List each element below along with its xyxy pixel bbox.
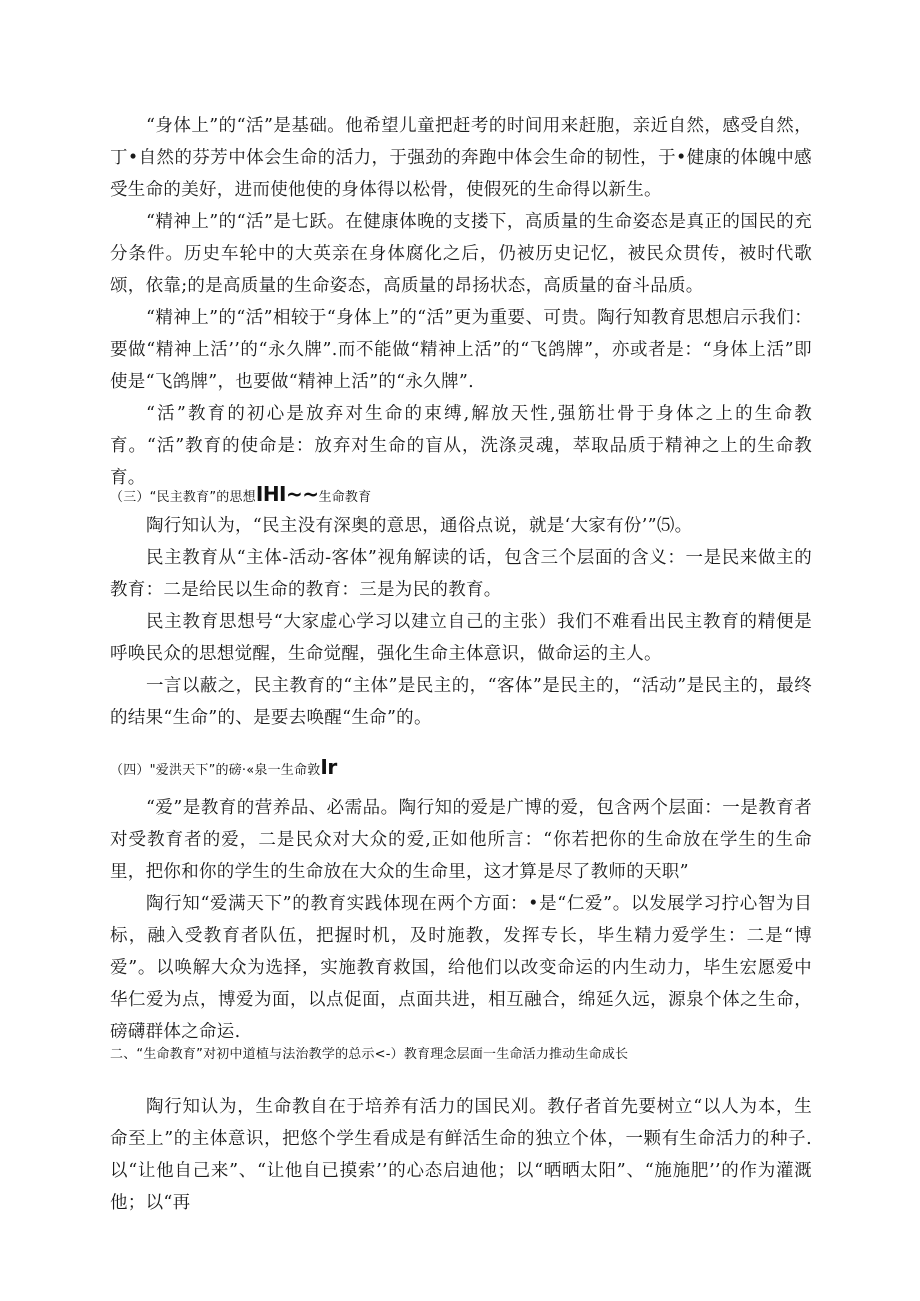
heading-text: （四）"爱洪天下”的磅·«泉一生命敦	[110, 763, 321, 778]
paragraph-life-vitality: 陶行知认为，生命教自在于培养有活力的国民刈。教仔者首先要树立“以人为本，生命至上”的主体意识，把悠个学生看成是有鲜活生命的独立个体，一颗有生命活力的种子.以“让他自己来”、“让他自已摸索’’的心态启迪他；以“晒晒太阳”、“施施肥’’的作为灌溉他；以“再	[110, 1097, 812, 1213]
section-teaching-heading	[110, 1045, 812, 1065]
heading-garbled-text: IHI~~	[255, 482, 319, 506]
section-teaching-concept	[110, 1091, 812, 1219]
heading-text: （三）“民主教育”的思想	[110, 490, 256, 505]
section-democratic-education	[110, 510, 812, 734]
section-democratic-heading	[110, 484, 812, 508]
paragraph-three-levels: 民主教育从“主体-活动-客体”视角解读的话，包含三个层面的含义：一是民来做主的教育：二是给民以生命的教育：三是为民的教育。	[110, 548, 812, 600]
section-heading-democratic-education	[110, 484, 812, 508]
paragraph-democratic-summary: 一言以蔽之，民主教育的“主体”是民主的，“客体”是民主的，“活动”是民主的，最终的结果“生命”的、是要去唤醒“生命”的。	[110, 676, 812, 728]
section-love-education	[110, 792, 812, 1048]
paragraph-physical-life: “身体上”的“活”是基础。他希望儿童把赶考的时间用来赶胞，亲近自然，感受自然，丁•自然的芬芳中体会生命的活力，于强劲的奔跑中体会生命的韧性，于•健康的体魄中感受生命的美好，进而使他使的身体得以松骨，使假死的生命得以新生。	[110, 116, 812, 200]
heading-tail-text: 生命教育	[318, 490, 372, 505]
paragraph-spiritual-life: “精神上”的“活”是七跃。在健康体晚的支搂下，高质量的生命姿态是真正的国民的充分条件。历史车轮中的大英亲在身体腐化之后，仍被历史记忆，被民众贯传，被时代歌颂，依靠;的是高质量的生命姿态，高质量的昂扬状态，高质量的奋斗品质。	[110, 212, 812, 296]
heading-garbled-text: Ir	[320, 755, 337, 779]
paragraph-democracy-definition: 陶行知认为，“民主没有深奥的意思，通俗点说，就是‘大家有份’”⑸。	[146, 516, 693, 536]
paragraph-democratic-awakening: 民主教育思想号“大家虚心学习以建立自己的主张）我们不难看出民主教育的精便是呼唤民众的思想觉醒，生命觉醒，强化生命主体意识，做命运的主人。	[110, 612, 812, 664]
section-life-activity	[110, 110, 812, 494]
paragraph-live-education-mission: “活”教育的初心是放弃对生命的束缚,解放天性,强筋壮骨于身体之上的生命教育。“活”教育的使命是：放弃对生命的盲从，洗涤灵魂，萃取品质于精神之上的生命教育。	[110, 404, 812, 488]
paragraph-love-practice: 陶行知“爱满天下”的教育实践体现在两个方面：•是“仁爱”。以发展学习拧心智为目标，融入受教育者队伍，把握时机，及时施教，发挥专长，毕生精力爱学生：二是“博爱”。以唤解大众为选择，实施教育救国，给他们以改变命运的内生动力，毕生宏愿爱中华仁爱为点，博爱为面，以点促面，点面共进，相互融合，绵延久远，源泉个体之生命，磅礴群体之命运.	[110, 894, 812, 1042]
paragraph-love-nutrition: “爱”是教育的营养品、必需品。陶行知的爱是广博的爱，包含两个层面：一是教育者对受教育者的爱，二是民众对大众的爱,正如他所言：“你若把你的生命放在学生的生命里，把你和你的学生的生命放在大众的生命里，这才算是尽了教师的天职”	[110, 798, 812, 882]
paragraph-spirit-vs-body: “精神上”的“活”相较于“身体上”的“活”更为重要、可贵。陶行知教育思想启示我们：要做“精神上活’’的“永久牌”.而不能做“精神上活”的“飞鸽牌”，亦或者是：“身体上活”即使是“飞鸽牌”，也要做“精神上活”的“永久牌”.	[110, 308, 812, 392]
section-heading-love-world	[110, 757, 812, 781]
section-love-heading	[110, 757, 812, 781]
section-heading-life-education-revelation: 二、“生命教育”对初中道植与法治教学的总示<-）教育理念层面一生命活力推动生命成长	[110, 1047, 629, 1062]
